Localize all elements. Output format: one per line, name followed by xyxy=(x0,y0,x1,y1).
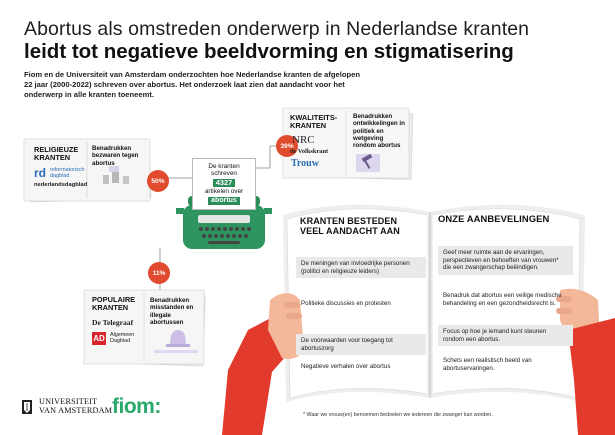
list-item: Geef meer ruimte aan de ervaringen, perspectieven en behoeften van vrouwen* die een zwangerschap beëindigen. xyxy=(438,246,573,275)
footnote: * Waar we vrouw(en) benoemen bedoelen we iedereen die zwanger kan worden. xyxy=(303,412,493,418)
nederlands-dagblad-label: nederlandsdagblad xyxy=(34,182,88,188)
uva-line-2: VAN AMSTERDAM xyxy=(39,405,113,415)
list-item: De meningen van invloedrijke personen (politici en religieuze leiders) xyxy=(296,257,426,278)
intro-text: Fiom en de Universiteit van Amsterdam onderzochten hoe Nederlandse kranten de afgelopen 22 jaar (2000-2022) schreven over abortus. Het onderzoek laat zien dat aandacht voor het onderwerp in alle kranten toeneemt. xyxy=(24,70,361,100)
quality-description: Benadrukken ontwikkelingen in politiek en wetgeving rondom abortus xyxy=(353,113,405,150)
popular-heading: POPULAIRE KRANTEN xyxy=(92,295,136,312)
trouw-logo: Trouw xyxy=(291,158,319,169)
religious-percentage-badge: 50% xyxy=(147,170,169,192)
fiom-logo: fiom: xyxy=(112,395,161,418)
book-right-title: ONZE AANBEVELINGEN xyxy=(438,213,550,224)
book-left-title: KRANTEN BESTEDEN VEEL AANDACHT AAN xyxy=(300,216,400,237)
title-line-1: Abortus als omstreden onderwerp in Nederlandse kranten xyxy=(24,18,530,40)
abortus-tag: abortus xyxy=(208,197,240,205)
nrc-logo: NRC xyxy=(292,134,315,146)
quality-heading: KWALITEITS- KRANTEN xyxy=(290,113,338,130)
popular-percentage-badge: 11% xyxy=(148,262,170,284)
volkskrant-logo: de Volkskrant xyxy=(290,148,329,155)
quality-percentage-badge: 39% xyxy=(276,135,298,157)
popular-description: Benadrukken misstanden en illegale abortussen xyxy=(150,297,194,326)
list-item: Negatieve verhalen over abortus xyxy=(301,363,391,370)
religious-heading: RELIGIEUZE KRANTEN xyxy=(34,145,79,162)
list-item: Politieke discussies en protesten xyxy=(301,300,391,307)
list-item: Schets een realistisch beeld van abortuservaringen. xyxy=(443,357,532,372)
telegraaf-logo: De Telegraaf xyxy=(92,318,134,327)
uva-line-1: UNIVERSITEIT xyxy=(39,397,98,406)
algemeen-dagblad-label: Algemeen Dagblad xyxy=(110,332,135,344)
reformatorisch-dagblad-label: reformatorisch dagblad xyxy=(50,167,85,179)
list-item: Benadruk dat abortus een veilige medische behandeling en een gezondheidsrecht is. xyxy=(443,292,562,307)
article-count: 4327 xyxy=(213,179,235,188)
uva-logo xyxy=(22,398,112,416)
title-line-2: leidt tot negatieve beeldvorming en stigmatisering xyxy=(24,40,514,63)
rd-logo: rd xyxy=(34,166,46,180)
religious-description: Benadrukken bezwaren tegen abortus xyxy=(92,145,139,167)
list-item: Focus op hoe je iemand kunt steunen rondom een abortus. xyxy=(438,325,573,346)
list-item: De voorwaarden voor toegang tot abortuszorg xyxy=(296,334,426,355)
article-count-note: De kranten schreven 4327 artikelen over abortus xyxy=(192,158,256,210)
ad-logo: AD xyxy=(93,334,105,343)
